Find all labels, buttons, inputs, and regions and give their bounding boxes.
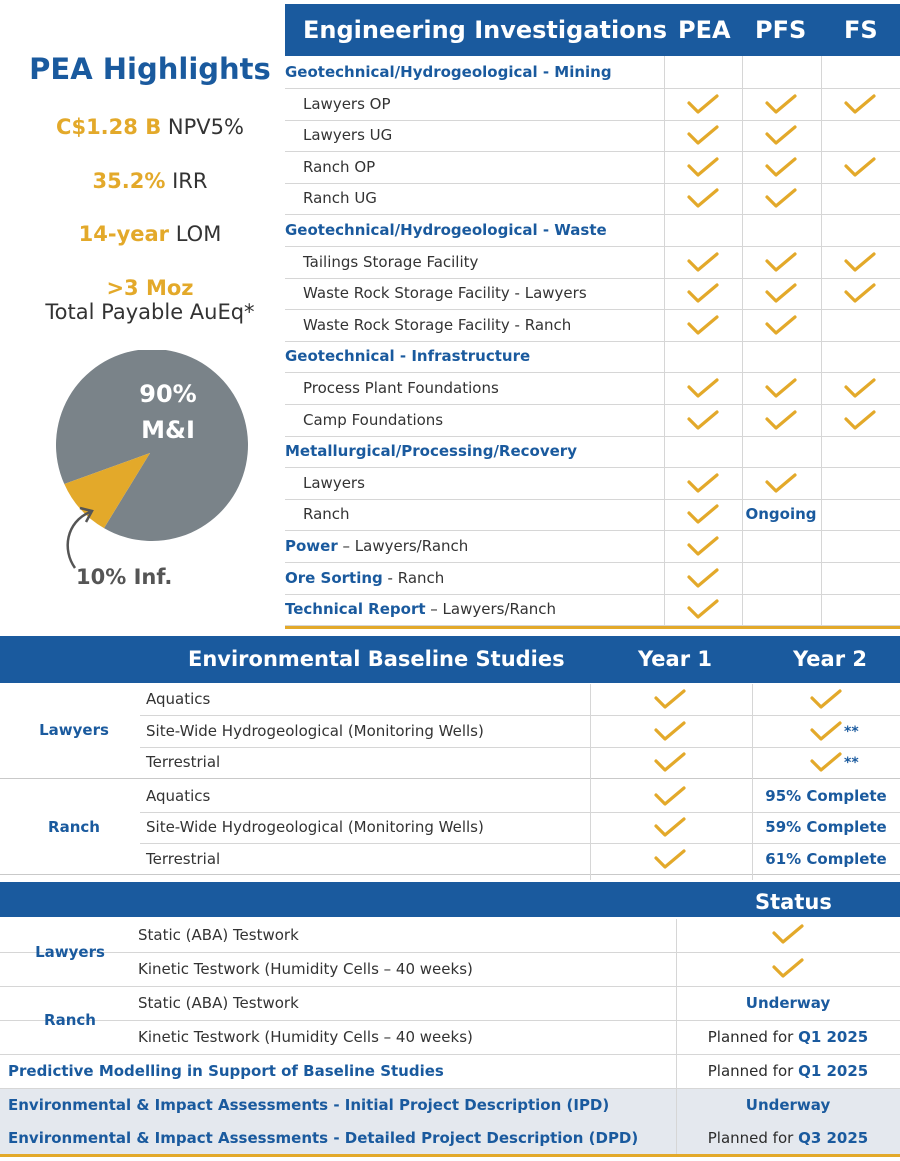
baseline-header [0, 636, 900, 683]
group-label: Lawyers [35, 943, 105, 961]
group-label: Ranch [44, 1011, 96, 1029]
row-label-rest: – Lawyers/Ranch [425, 600, 557, 619]
status-value: Underway [745, 994, 831, 1012]
cell-fs [821, 531, 899, 562]
check-icon [843, 156, 877, 180]
check-icon [686, 124, 720, 148]
check-icon [686, 93, 720, 117]
col-year2: Year 2 [793, 647, 867, 671]
engineering-title: Engineering Investigations [303, 16, 668, 44]
row-label-bold: Power [285, 537, 338, 555]
cell-pfs [742, 120, 820, 151]
cell-pfs [742, 341, 820, 372]
row-label: Lawyers [303, 473, 365, 492]
irr-label: IRR [172, 169, 208, 193]
cell-fs [821, 152, 899, 183]
check-icon [809, 720, 843, 744]
check-icon [653, 816, 687, 840]
table-row [285, 89, 900, 121]
row-label: Geotechnical/Hydrogeological - Waste [285, 221, 607, 239]
row-label [285, 569, 444, 587]
check-icon [764, 314, 798, 338]
cell-fs [821, 247, 899, 278]
check-icon [764, 251, 798, 275]
cell-pea [664, 373, 742, 404]
col-divider [742, 56, 743, 626]
npv-value: C$1.28 B [56, 115, 162, 139]
status-value: Q1 2025 [798, 1028, 869, 1046]
cell-fs [821, 563, 899, 594]
cell-pea [664, 152, 742, 183]
engineering-header [285, 4, 900, 56]
col-divider [676, 919, 677, 1154]
pea-highlights-title: PEA Highlights [29, 52, 271, 86]
check-icon [686, 567, 720, 591]
table-row [285, 499, 900, 531]
cell-year2 [752, 812, 900, 843]
table-row [285, 310, 900, 342]
pie-inf-label: 10% Inf. [76, 565, 173, 589]
check-icon [764, 156, 798, 180]
status-cell [676, 919, 900, 952]
col-pea: PEA [678, 16, 731, 44]
status-value: Underway [745, 1095, 831, 1114]
check-icon [843, 409, 877, 433]
cell-pea [664, 310, 742, 341]
row-label: Geotechnical - Infrastructure [285, 347, 531, 366]
check-icon [843, 282, 877, 306]
col-divider [590, 684, 591, 880]
lom-stat [0, 222, 300, 246]
status-cell [676, 1089, 900, 1122]
check-icon [686, 251, 720, 275]
cell-fs [821, 57, 899, 88]
status-cell [676, 1055, 900, 1088]
pea-highlights-panel [0, 0, 285, 630]
section-row [285, 594, 900, 626]
cell-pfs [742, 563, 820, 594]
cell-fs [821, 120, 899, 151]
percent-complete: 95% Complete [765, 786, 887, 805]
cell-pfs [742, 531, 820, 562]
section-row [285, 341, 900, 373]
table-row [285, 152, 900, 184]
cell-year2 [752, 684, 900, 719]
cell-pea [664, 89, 742, 120]
cell-pfs [742, 57, 820, 88]
cell-pea [664, 183, 742, 214]
pie-mi-label: M&I [141, 416, 195, 444]
status-title: Status [755, 890, 832, 914]
irr-stat [0, 169, 300, 193]
check-icon [771, 957, 805, 981]
row-label: Waste Rock Storage Facility - Lawyers [303, 284, 587, 303]
section-row [285, 436, 900, 468]
check-icon [686, 282, 720, 306]
row-label: Static (ABA) Testwork [138, 994, 299, 1012]
row-label: Ranch UG [303, 189, 377, 208]
section-row [285, 57, 900, 89]
cell-pfs [742, 89, 820, 120]
row-label: Kinetic Testwork (Humidity Cells – 40 weeks) [138, 1028, 473, 1046]
row-label: Environmental & Impact Assessments - Initial Project Description (IPD) [8, 1095, 610, 1114]
engineering-bottom-rule [285, 626, 900, 629]
row-label [285, 600, 556, 618]
baseline-title: Environmental Baseline Studies [188, 647, 565, 671]
cell-year1 [590, 781, 750, 809]
npv-label: NPV5% [167, 115, 244, 139]
check-icon [843, 251, 877, 275]
cell-fs [821, 405, 899, 436]
cell-year1 [590, 684, 750, 712]
table-row [140, 747, 900, 778]
cell-fs [821, 373, 899, 404]
cell-pfs [742, 152, 820, 183]
table-row [285, 247, 900, 279]
col-pfs: PFS [755, 16, 807, 44]
moz-stat [0, 276, 300, 324]
cell-year1 [590, 747, 750, 775]
check-icon [764, 93, 798, 117]
row-label-rest: - Ranch [382, 568, 445, 587]
cell-pfs [742, 310, 820, 341]
cell-pea [664, 278, 742, 309]
cell-fs [821, 183, 899, 214]
table-row [285, 373, 900, 405]
row-label [285, 537, 468, 555]
row-label-bold: Technical Report [285, 600, 426, 619]
group-divider [0, 874, 900, 875]
section-row [285, 563, 900, 595]
lom-value: 14-year [78, 222, 170, 246]
row-label: Waste Rock Storage Facility - Ranch [303, 315, 572, 334]
row-label: Aquatics [146, 786, 211, 805]
row-label: Lawyers UG [303, 126, 393, 145]
table-row [285, 405, 900, 437]
cell-pfs [742, 183, 820, 214]
col-divider [752, 684, 753, 880]
cell-pfs [742, 278, 820, 309]
status-bottom-rule [0, 1154, 900, 1157]
row-label: Static (ABA) Testwork [138, 926, 299, 944]
check-icon [771, 923, 805, 947]
check-icon [764, 282, 798, 306]
percent-complete: 61% Complete [765, 849, 887, 868]
check-icon [686, 314, 720, 338]
cell-year1 [590, 812, 750, 840]
check-icon [653, 720, 687, 744]
resource-pie-chart [0, 350, 285, 600]
lom-label: LOM [175, 222, 222, 246]
cell-pea [664, 563, 742, 594]
col-year1: Year 1 [638, 647, 712, 671]
irr-value: 35.2% [92, 169, 166, 193]
cell-pea [664, 215, 742, 246]
row-label: Lawyers OP [303, 94, 391, 113]
cell-fs [821, 468, 899, 499]
footnote-mark: ** [844, 755, 859, 771]
status-prefix: Planned for [707, 1129, 799, 1147]
table-row [285, 183, 900, 215]
row-label: Environmental & Impact Assessments - Detailed Project Description (DPD) [8, 1129, 639, 1147]
cell-pfs [742, 215, 820, 246]
group-label: Ranch [48, 817, 100, 836]
moz-value: >3 Moz [106, 276, 194, 300]
cell-pea [664, 247, 742, 278]
check-icon [686, 472, 720, 496]
group-label: Lawyers [39, 721, 109, 740]
cell-pea [664, 499, 742, 530]
check-icon [653, 688, 687, 712]
cell-fs [821, 436, 899, 467]
cell-pea [664, 594, 742, 625]
cell-pea [664, 341, 742, 372]
pie-mi-percent: 90% [139, 380, 197, 408]
row-label: Camp Foundations [303, 410, 444, 429]
status-cell [676, 1122, 900, 1155]
cell-fs [821, 341, 899, 372]
cell-pfs [742, 468, 820, 499]
check-icon [686, 187, 720, 211]
status-cell [676, 1021, 900, 1054]
check-icon [809, 688, 843, 712]
cell-year2 [752, 716, 900, 751]
check-icon [686, 156, 720, 180]
row-label: Kinetic Testwork (Humidity Cells – 40 weeks) [138, 960, 473, 978]
row-label: Geotechnical/Hydrogeological - Mining [285, 63, 612, 81]
row-label-bold: Ore Sorting [285, 568, 383, 587]
status-value: Q1 2025 [798, 1062, 869, 1080]
col-fs: FS [844, 16, 878, 44]
cell-pfs [742, 373, 820, 404]
check-icon [764, 377, 798, 401]
moz-label: Total Payable AuEq* [45, 300, 255, 324]
cell-pea [664, 531, 742, 562]
table-row [140, 781, 900, 813]
table-row [0, 1122, 900, 1156]
cell-fs [821, 594, 899, 625]
cell-fs [821, 215, 899, 246]
row-label: Tailings Storage Facility [303, 252, 479, 271]
check-icon [764, 124, 798, 148]
check-icon [686, 377, 720, 401]
section-row [285, 215, 900, 247]
row-label: Terrestrial [146, 849, 221, 868]
cell-year1 [590, 716, 750, 744]
table-row [140, 844, 900, 875]
cell-pea [664, 468, 742, 499]
col-divider [821, 56, 822, 626]
table-row [285, 278, 900, 310]
check-icon [809, 751, 843, 775]
status-prefix: Planned for [707, 1062, 799, 1080]
cell-fs [821, 499, 899, 530]
check-icon [764, 472, 798, 496]
check-icon [686, 409, 720, 433]
check-icon [686, 535, 720, 559]
cell-pfs [742, 436, 820, 467]
check-icon [843, 377, 877, 401]
row-label: Ranch [303, 505, 350, 524]
table-row [140, 716, 900, 748]
cell-pfs [742, 594, 820, 625]
cell-pea [664, 405, 742, 436]
row-label: Aquatics [146, 690, 211, 708]
row-label: Terrestrial [146, 753, 221, 771]
check-icon [843, 93, 877, 117]
cell-year1 [590, 844, 750, 872]
row-label: Predictive Modelling in Support of Baseline Studies [8, 1062, 444, 1080]
status-cell [676, 987, 900, 1020]
section-row [285, 531, 900, 563]
table-row [285, 120, 900, 152]
status-text: Ongoing [745, 505, 817, 524]
percent-complete: 59% Complete [765, 818, 887, 836]
group-divider [0, 778, 900, 779]
status-header [0, 882, 900, 917]
table-row [285, 468, 900, 500]
col-divider [664, 56, 665, 626]
status-cell [676, 953, 900, 986]
table-row [0, 1089, 900, 1123]
cell-fs [821, 278, 899, 309]
row-label: Process Plant Foundations [303, 379, 499, 397]
cell-fs [821, 89, 899, 120]
row-label: Metallurgical/Processing/Recovery [285, 442, 577, 461]
table-row [140, 684, 900, 716]
check-icon [686, 503, 720, 527]
cell-pfs [742, 247, 820, 278]
row-label-rest: – Lawyers/Ranch [337, 537, 469, 555]
row-label: Ranch OP [303, 157, 376, 176]
cell-pea [664, 57, 742, 88]
check-icon [686, 598, 720, 622]
cell-pea [664, 120, 742, 151]
check-icon [653, 848, 687, 872]
npv-stat [0, 115, 300, 139]
engineering-investigations-table [285, 0, 900, 630]
row-label: Site-Wide Hydrogeological (Monitoring Wells) [146, 721, 484, 740]
cell-fs [821, 310, 899, 341]
status-value: Q3 2025 [798, 1129, 869, 1147]
status-prefix: Planned for [707, 1028, 799, 1046]
table-row [140, 812, 900, 844]
row-label: Site-Wide Hydrogeological (Monitoring Wells) [146, 818, 484, 836]
cell-pfs [742, 405, 820, 436]
check-icon [764, 187, 798, 211]
cell-pea [664, 436, 742, 467]
cell-year2 [752, 781, 900, 812]
cell-year2 [752, 844, 900, 875]
check-icon [764, 409, 798, 433]
check-icon [653, 751, 687, 775]
cell-pfs [742, 499, 820, 530]
footnote-mark: ** [844, 723, 859, 740]
check-icon [653, 785, 687, 809]
table-row [0, 1055, 900, 1089]
